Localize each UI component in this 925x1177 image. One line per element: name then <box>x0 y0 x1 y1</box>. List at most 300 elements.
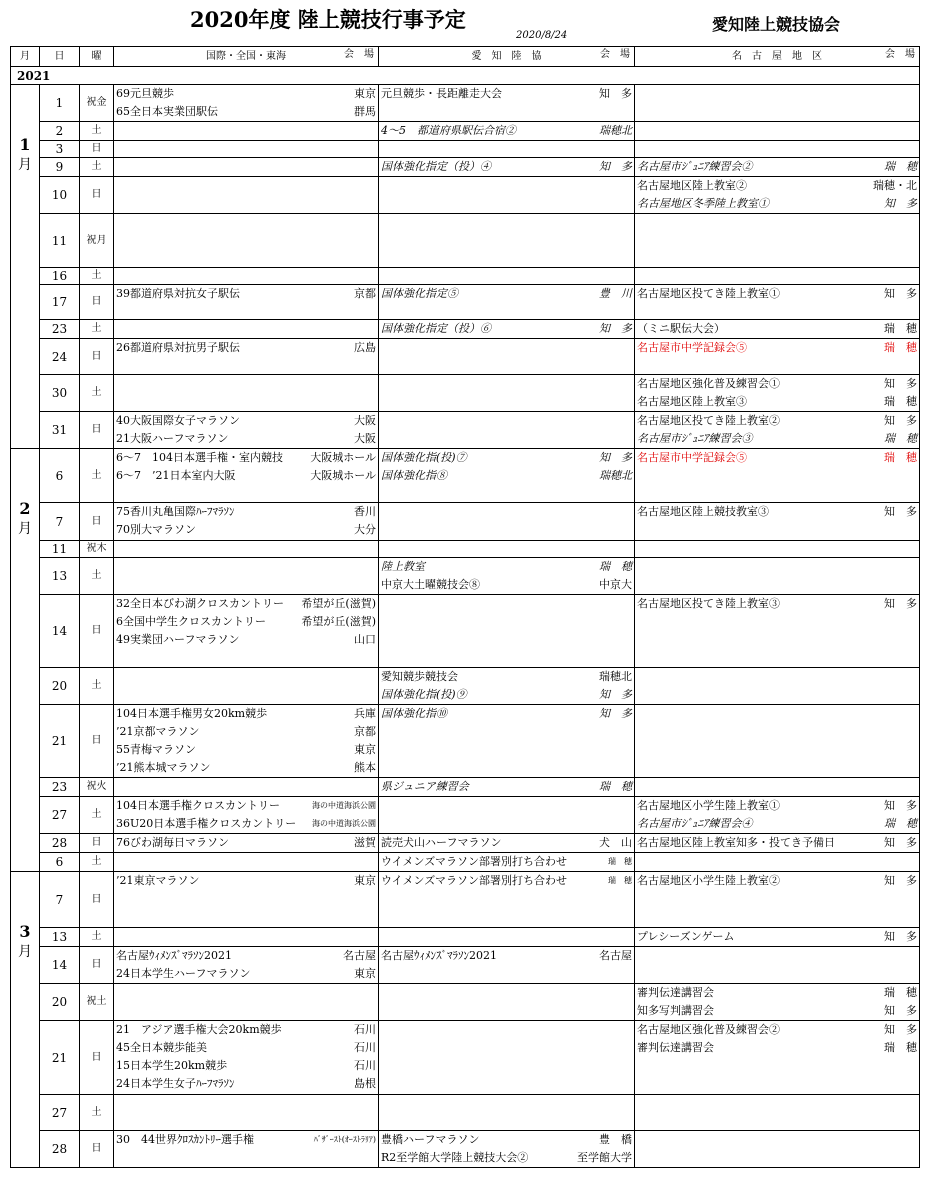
schedule-row <box>11 375 920 412</box>
event-entry <box>114 85 378 103</box>
col-header-nagoya <box>635 47 920 67</box>
event-venue: 石川 <box>354 1023 376 1036</box>
event-name: 4〜5 都道府県駅伝合宿② <box>381 124 516 137</box>
event-entry <box>114 815 378 833</box>
schedule-row <box>11 1095 920 1131</box>
schedule-row <box>11 668 920 705</box>
nagoya-events-cell <box>635 558 920 595</box>
col-header-venue: 会 場 <box>600 49 630 60</box>
nagoya-events-cell <box>635 285 920 320</box>
event-entry <box>635 339 919 357</box>
event-venue: 瑞穂北 <box>599 124 632 137</box>
schedule-row <box>11 320 920 339</box>
nagoya-events-cell <box>635 595 920 668</box>
col-header-venue: 会 場 <box>344 49 374 60</box>
aichi-events-cell <box>379 705 635 778</box>
event-venue: 兵庫 <box>354 707 376 720</box>
event-name: 39都道府県対抗女子駅伝 <box>116 287 240 300</box>
nagoya-events-cell <box>635 984 920 1021</box>
event-entry <box>114 503 378 521</box>
national-events-cell <box>114 320 379 339</box>
event-entry <box>114 1075 378 1093</box>
national-events-cell <box>114 541 379 558</box>
event-entry <box>635 984 919 1002</box>
weekday-cell: 日 <box>80 339 114 375</box>
day-cell: 28 <box>40 834 80 853</box>
event-entry <box>114 705 378 723</box>
event-venue: 犬 山 <box>599 836 632 849</box>
weekday-cell: 土 <box>80 928 114 947</box>
national-events-cell <box>114 177 379 214</box>
schedule-row <box>11 778 920 797</box>
day-cell: 30 <box>40 375 80 412</box>
nagoya-events-cell <box>635 834 920 853</box>
event-venue: 瑞 穂 <box>884 817 917 830</box>
event-name: ウイメンズマラソン部署別打ち合わせ <box>381 855 568 868</box>
nagoya-events-cell <box>635 412 920 449</box>
national-events-cell <box>114 1095 379 1131</box>
event-name: 国体強化指定⑤ <box>381 287 458 300</box>
event-name: 6〜7 ’21日本室内大阪 <box>116 469 236 482</box>
event-venue: 瑞 穂 <box>884 432 917 445</box>
event-venue: 豊 川 <box>599 287 632 300</box>
day-cell: 6 <box>40 449 80 503</box>
event-entry <box>114 103 378 121</box>
national-events-cell <box>114 705 379 778</box>
event-entry <box>635 503 919 521</box>
aichi-events-cell <box>379 778 635 797</box>
nagoya-events-cell <box>635 449 920 503</box>
event-venue: 知 多 <box>884 874 917 887</box>
weekday-cell: 日 <box>80 872 114 928</box>
event-venue: 知 多 <box>599 688 632 701</box>
aichi-events-cell <box>379 158 635 177</box>
day-cell: 11 <box>40 541 80 558</box>
event-name: 名古屋地区小学生陸上教室① <box>637 799 780 812</box>
event-entry <box>635 872 919 890</box>
event-name: 名古屋市中学記録会⑤ <box>637 451 747 464</box>
event-name: 中京大土曜競技会⑧ <box>381 578 480 591</box>
day-cell: 21 <box>40 1021 80 1095</box>
event-venue: 石川 <box>354 1041 376 1054</box>
event-name: 6〜7 104日本選手権・室内競技 <box>116 451 283 464</box>
event-venue: 東京 <box>354 874 376 887</box>
aichi-events-cell <box>379 449 635 503</box>
schedule-row <box>11 122 920 141</box>
event-venue: 知 多 <box>884 930 917 943</box>
national-events-cell <box>114 503 379 541</box>
event-name: 26都道府県対抗男子駅伝 <box>116 341 240 354</box>
event-name: 名古屋市中学記録会⑤ <box>637 341 747 354</box>
event-name: R2至学館大学陸上競技大会② <box>381 1151 529 1164</box>
event-entry <box>114 631 378 649</box>
event-venue: 希望が丘(滋賀) <box>301 615 376 628</box>
event-name: 国体強化指⑩ <box>381 707 447 720</box>
event-venue: 瑞 穂 <box>599 560 632 573</box>
event-venue: 知 多 <box>884 799 917 812</box>
national-events-cell <box>114 339 379 375</box>
schedule-row <box>11 214 920 268</box>
aichi-events-cell <box>379 595 635 668</box>
month-kanji: 月 <box>18 157 32 173</box>
event-name: 名古屋市ｼﾞｭﾆｱ練習会③ <box>637 432 753 445</box>
event-name: ’21京都マラソン <box>116 725 200 738</box>
aichi-events-cell <box>379 872 635 928</box>
event-entry <box>379 285 634 303</box>
event-entry <box>379 320 634 338</box>
event-entry <box>379 449 634 467</box>
event-entry <box>635 834 919 852</box>
weekday-cell: 祝土 <box>80 984 114 1021</box>
col-header-day: 日 <box>40 47 80 67</box>
aichi-events-cell <box>379 268 635 285</box>
weekday-cell: 土 <box>80 158 114 177</box>
weekday-cell: 土 <box>80 558 114 595</box>
event-entry <box>114 339 378 357</box>
weekday-cell: 日 <box>80 285 114 320</box>
nagoya-events-cell <box>635 668 920 705</box>
event-entry <box>114 965 378 983</box>
aichi-events-cell <box>379 947 635 984</box>
event-venue: 大阪 <box>354 414 376 427</box>
aichi-events-cell <box>379 853 635 872</box>
month-kanji: 月 <box>18 944 32 960</box>
month-number: 2 <box>19 499 31 518</box>
event-entry <box>114 759 378 777</box>
event-name: 知多写判講習会 <box>637 1004 714 1017</box>
national-events-cell <box>114 595 379 668</box>
schedule-row <box>11 1021 920 1095</box>
national-events-cell <box>114 412 379 449</box>
day-cell: 2 <box>40 122 80 141</box>
event-entry <box>114 467 378 485</box>
event-venue: 知 多 <box>884 597 917 610</box>
aichi-events-cell <box>379 558 635 595</box>
event-entry <box>379 686 634 704</box>
event-name: 国体強化指⑧ <box>381 469 447 482</box>
event-name: 国体強化指定（投）④ <box>381 160 491 173</box>
event-name: 36U20日本選手権クロスカントリー <box>116 817 297 830</box>
event-venue: 瑞 穂 <box>884 322 917 335</box>
nagoya-events-cell <box>635 339 920 375</box>
nagoya-events-cell <box>635 1131 920 1168</box>
event-name: 49実業団ハーフマラソン <box>116 633 240 646</box>
event-venue: 知 多 <box>884 1004 917 1017</box>
nagoya-events-cell <box>635 85 920 122</box>
event-venue: 瑞 穂 <box>608 857 632 866</box>
weekday-cell: 日 <box>80 141 114 158</box>
aichi-events-cell <box>379 320 635 339</box>
event-venue: 大阪城ホール <box>310 451 376 464</box>
nagoya-events-cell <box>635 705 920 778</box>
day-cell: 1 <box>40 85 80 122</box>
aichi-events-cell <box>379 122 635 141</box>
day-cell: 31 <box>40 412 80 449</box>
day-cell: 27 <box>40 797 80 834</box>
event-entry <box>114 449 378 467</box>
weekday-cell: 土 <box>80 668 114 705</box>
event-name: 69元旦競歩 <box>116 87 174 100</box>
event-name: 名古屋ｳｨﾒﾝｽﾞﾏﾗｿﾝ2021 <box>116 949 232 962</box>
event-name: 愛知競歩競技会 <box>381 670 458 683</box>
nagoya-events-cell <box>635 214 920 268</box>
event-venue: 名古屋 <box>343 949 376 962</box>
event-name: 名古屋地区強化普及練習会② <box>637 1023 780 1036</box>
day-cell: 10 <box>40 177 80 214</box>
event-entry <box>379 872 634 890</box>
event-entry <box>379 467 634 485</box>
col-header-national <box>114 47 379 67</box>
nagoya-events-cell <box>635 853 920 872</box>
weekday-cell: 土 <box>80 122 114 141</box>
event-venue: 島根 <box>354 1077 376 1090</box>
national-events-cell <box>114 268 379 285</box>
weekday-cell: 土 <box>80 1095 114 1131</box>
weekday-cell: 土 <box>80 375 114 412</box>
weekday-cell: 祝木 <box>80 541 114 558</box>
national-events-cell <box>114 1131 379 1168</box>
day-cell: 24 <box>40 339 80 375</box>
event-entry <box>379 705 634 723</box>
year-row <box>11 67 920 85</box>
event-venue: 大阪城ホール <box>310 469 376 482</box>
event-venue: 広島 <box>354 341 376 354</box>
event-venue: 知 多 <box>599 451 632 464</box>
event-name: 70別大マラソン <box>116 523 196 536</box>
national-events-cell <box>114 449 379 503</box>
event-venue: 滋賀 <box>354 836 376 849</box>
col-header-aichi-label: 愛 知 陸 協 <box>471 50 542 62</box>
nagoya-events-cell <box>635 375 920 412</box>
event-entry <box>635 177 919 195</box>
month-cell <box>11 872 40 1168</box>
national-events-cell <box>114 375 379 412</box>
nagoya-events-cell <box>635 158 920 177</box>
event-venue: 京都 <box>354 287 376 300</box>
schedule-row <box>11 834 920 853</box>
event-entry <box>379 1131 634 1149</box>
page-header <box>0 0 925 46</box>
event-name: ’21東京マラソン <box>116 874 200 887</box>
event-venue: 知 多 <box>884 1023 917 1036</box>
national-events-cell <box>114 778 379 797</box>
schedule-row <box>11 339 920 375</box>
national-events-cell <box>114 1021 379 1095</box>
event-venue: 石川 <box>354 1059 376 1072</box>
event-name: 名古屋地区陸上競技教室③ <box>637 505 769 518</box>
event-name: 豊橋ハーフマラソン <box>381 1133 480 1146</box>
day-cell: 7 <box>40 503 80 541</box>
event-entry <box>379 778 634 796</box>
event-name: 名古屋地区強化普及練習会① <box>637 377 780 390</box>
weekday-cell: 日 <box>80 1021 114 1095</box>
event-name: 24日本学生女子ﾊｰﾌﾏﾗｿﾝ <box>116 1077 235 1090</box>
event-name: 名古屋地区冬季陸上教室① <box>637 197 769 210</box>
day-cell: 13 <box>40 558 80 595</box>
national-events-cell <box>114 668 379 705</box>
event-entry <box>114 797 378 815</box>
national-events-cell <box>114 214 379 268</box>
event-venue: 東京 <box>354 967 376 980</box>
schedule-body <box>11 47 920 1168</box>
weekday-cell: 祝月 <box>80 214 114 268</box>
event-venue: 香川 <box>354 505 376 518</box>
weekday-cell: 日 <box>80 705 114 778</box>
event-venue: 至学館大学 <box>577 1151 632 1164</box>
day-cell: 6 <box>40 853 80 872</box>
event-name: 32全日本びわ湖クロスカントリー <box>116 597 284 610</box>
nagoya-events-cell <box>635 947 920 984</box>
event-entry <box>635 285 919 303</box>
event-venue: 知 多 <box>884 197 917 210</box>
aichi-events-cell <box>379 85 635 122</box>
day-cell: 20 <box>40 984 80 1021</box>
event-venue: 瑞穂北 <box>599 670 632 683</box>
weekday-cell: 祝火 <box>80 778 114 797</box>
nagoya-events-cell <box>635 141 920 158</box>
event-name: 45全日本競歩能美 <box>116 1041 207 1054</box>
event-entry <box>114 1057 378 1075</box>
nagoya-events-cell <box>635 320 920 339</box>
event-name: 元旦競歩・長距離走大会 <box>381 87 502 100</box>
revision-date: 2020/8/24 <box>516 30 568 41</box>
event-entry <box>114 412 378 430</box>
national-events-cell <box>114 947 379 984</box>
event-venue: ﾊﾞｻﾞｰｽﾄ(ｵｰｽﾄﾗﾘｱ) <box>313 1135 376 1144</box>
event-entry <box>379 158 634 176</box>
event-entry <box>635 928 919 946</box>
national-events-cell <box>114 141 379 158</box>
event-entry <box>379 122 634 140</box>
national-events-cell <box>114 158 379 177</box>
event-entry <box>635 1002 919 1020</box>
weekday-cell: 土 <box>80 853 114 872</box>
event-name: プレシーズンゲーム <box>637 930 735 943</box>
event-venue: 希望が丘(滋賀) <box>301 597 376 610</box>
col-header-national-label: 国際・全国・東海 <box>206 50 286 62</box>
weekday-cell: 日 <box>80 412 114 449</box>
event-name: 名古屋ｳｨﾒﾝｽﾞﾏﾗｿﾝ2021 <box>381 949 497 962</box>
event-entry <box>114 1021 378 1039</box>
event-entry <box>635 595 919 613</box>
schedule-row <box>11 853 920 872</box>
event-name: 名古屋地区小学生陸上教室② <box>637 874 780 887</box>
event-name: 名古屋地区陸上教室③ <box>637 395 747 408</box>
weekday-cell: 日 <box>80 1131 114 1168</box>
month-kanji: 月 <box>18 521 32 537</box>
national-events-cell <box>114 834 379 853</box>
event-name: （ミニ駅伝大会） <box>637 322 725 335</box>
day-cell: 20 <box>40 668 80 705</box>
event-venue: 知 多 <box>884 414 917 427</box>
event-venue: 知 多 <box>599 87 632 100</box>
event-venue: 知 多 <box>599 322 632 335</box>
event-venue: 瑞 穂 <box>884 160 917 173</box>
col-header-weekday: 曜 <box>80 47 114 67</box>
event-venue: 海の中道海浜公園 <box>312 801 376 810</box>
national-events-cell <box>114 285 379 320</box>
page-title: 2020年度 陸上競技行事予定 <box>190 7 466 32</box>
col-header-venue: 会 場 <box>885 49 915 60</box>
event-entry <box>379 1149 634 1167</box>
day-cell: 17 <box>40 285 80 320</box>
day-cell: 14 <box>40 947 80 984</box>
event-venue: 東京 <box>354 743 376 756</box>
aichi-events-cell <box>379 412 635 449</box>
national-events-cell <box>114 122 379 141</box>
weekday-cell: 日 <box>80 595 114 668</box>
event-entry <box>114 947 378 965</box>
event-venue: 山口 <box>354 633 376 646</box>
event-entry <box>635 430 919 448</box>
nagoya-events-cell <box>635 1021 920 1095</box>
schedule-table <box>10 46 920 1168</box>
event-venue: 京都 <box>354 725 376 738</box>
month-number: 3 <box>19 922 31 941</box>
aichi-events-cell <box>379 339 635 375</box>
event-name: 審判伝達講習会 <box>637 1041 714 1054</box>
day-cell: 11 <box>40 214 80 268</box>
event-venue: 瑞穂北 <box>599 469 632 482</box>
weekday-cell: 土 <box>80 449 114 503</box>
event-venue: 名古屋 <box>599 949 632 962</box>
event-entry <box>114 521 378 539</box>
col-header-month: 月 <box>11 47 40 67</box>
month-number: 1 <box>19 135 31 154</box>
national-events-cell <box>114 984 379 1021</box>
schedule-row <box>11 984 920 1021</box>
event-entry <box>114 285 378 303</box>
nagoya-events-cell <box>635 541 920 558</box>
nagoya-events-cell <box>635 797 920 834</box>
schedule-row <box>11 268 920 285</box>
event-name: 名古屋市ｼﾞｭﾆｱ練習会② <box>637 160 753 173</box>
event-entry <box>379 947 634 965</box>
weekday-cell: 日 <box>80 834 114 853</box>
event-name: 名古屋地区投てき陸上教室② <box>637 414 780 427</box>
aichi-events-cell <box>379 503 635 541</box>
event-name: 国体強化指(投)⑨ <box>381 688 467 701</box>
event-name: 名古屋地区投てき陸上教室① <box>637 287 780 300</box>
year-label: 2021 <box>11 67 920 85</box>
event-entry <box>379 853 634 871</box>
event-venue: 東京 <box>354 87 376 100</box>
event-name: 21 アジア選手権大会20km競歩 <box>116 1023 282 1036</box>
event-entry <box>635 158 919 176</box>
event-venue: 知 多 <box>884 287 917 300</box>
schedule-row <box>11 705 920 778</box>
event-venue: 大阪 <box>354 432 376 445</box>
schedule-row <box>11 928 920 947</box>
event-entry <box>114 430 378 448</box>
schedule-row <box>11 541 920 558</box>
event-name: 県ジュニア練習会 <box>381 780 469 793</box>
aichi-events-cell <box>379 928 635 947</box>
schedule-row <box>11 285 920 320</box>
event-entry <box>635 797 919 815</box>
event-name: 国体強化指定（投）⑥ <box>381 322 491 335</box>
weekday-cell: 祝金 <box>80 85 114 122</box>
event-name: 40大阪国際女子マラソン <box>116 414 240 427</box>
aichi-events-cell <box>379 285 635 320</box>
event-entry <box>114 741 378 759</box>
event-name: 6全国中学生クロスカントリー <box>116 615 266 628</box>
column-header-row <box>11 47 920 67</box>
event-venue: 瑞穂・北 <box>873 179 917 192</box>
aichi-events-cell <box>379 141 635 158</box>
nagoya-events-cell <box>635 872 920 928</box>
weekday-cell: 土 <box>80 320 114 339</box>
